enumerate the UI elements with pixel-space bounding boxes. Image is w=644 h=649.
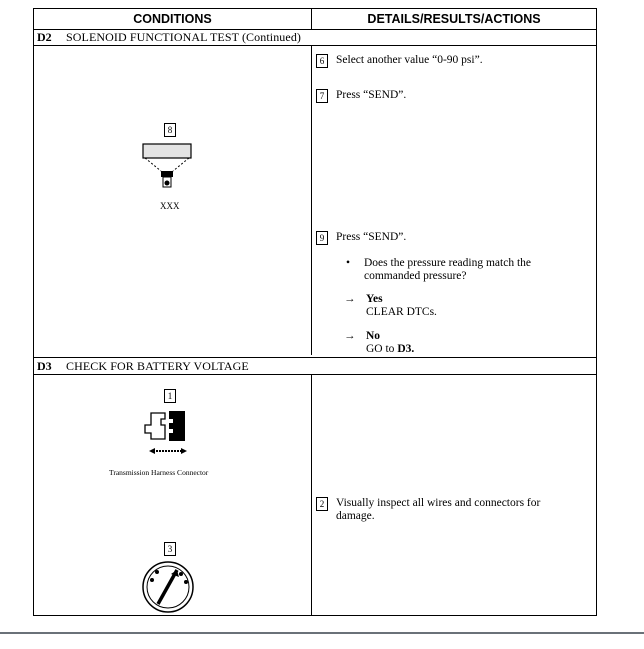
section-title: SOLENOID FUNCTIONAL TEST (Continued) bbox=[66, 30, 302, 44]
step-text: Select another value “0-90 psi”. bbox=[336, 54, 483, 66]
no-action: GO to bbox=[366, 343, 398, 355]
step-text: Visually inspect all wires and connectors for damage. bbox=[336, 497, 541, 522]
section-id: D3 bbox=[37, 359, 52, 373]
step-7 bbox=[316, 89, 406, 103]
step-number-box: 7 bbox=[316, 89, 328, 103]
figure-step-8 bbox=[164, 123, 176, 137]
no-branch bbox=[344, 330, 414, 356]
step-6 bbox=[316, 54, 483, 68]
figure-label: XXX bbox=[160, 201, 180, 211]
step-9 bbox=[316, 231, 406, 245]
conditions-header: CONDITIONS bbox=[133, 12, 212, 26]
solenoid-tool-icon bbox=[139, 141, 199, 201]
section-id: D2 bbox=[37, 30, 52, 44]
question-item bbox=[344, 257, 554, 283]
page-footer-rule bbox=[0, 632, 644, 634]
no-label: No bbox=[366, 330, 381, 342]
section-d2-title bbox=[34, 29, 596, 46]
section-title: CHECK FOR BATTERY VOLTAGE bbox=[66, 359, 249, 373]
connector-caption: Transmission Harness Connector bbox=[109, 468, 209, 477]
arrow-icon: → bbox=[344, 293, 356, 305]
yes-action: CLEAR DTCs. bbox=[366, 306, 437, 318]
table-header bbox=[34, 9, 596, 30]
yes-label: Yes bbox=[366, 293, 383, 305]
details-header: DETAILS/RESULTS/ACTIONS bbox=[367, 12, 541, 26]
no-action-target: D3. bbox=[397, 343, 415, 355]
column-divider-d3 bbox=[311, 375, 312, 616]
bullet-icon: • bbox=[346, 257, 351, 269]
step-number-box: 6 bbox=[316, 54, 328, 68]
step-2 bbox=[316, 497, 576, 523]
figure-step-3 bbox=[164, 542, 176, 556]
question-text: Does the pressure reading match the commanded pressure? bbox=[364, 257, 532, 282]
step-number-box: 9 bbox=[316, 231, 328, 245]
procedure-table bbox=[33, 8, 597, 616]
step-number-box: 3 bbox=[164, 542, 176, 556]
step-number-box: 1 bbox=[164, 389, 176, 403]
step-number-box: 8 bbox=[164, 123, 176, 137]
header-divider bbox=[311, 9, 312, 29]
yes-branch bbox=[344, 293, 437, 319]
harness-connector-icon bbox=[139, 405, 195, 463]
figure-step-1 bbox=[164, 389, 176, 403]
ignition-switch-icon bbox=[141, 560, 195, 614]
arrow-icon: → bbox=[344, 330, 356, 342]
step-number-box: 2 bbox=[316, 497, 328, 511]
step-text: Press “SEND”. bbox=[336, 89, 407, 101]
column-divider-d2 bbox=[311, 46, 312, 355]
step-text: Press “SEND”. bbox=[336, 231, 407, 243]
section-d3-title bbox=[34, 358, 596, 375]
